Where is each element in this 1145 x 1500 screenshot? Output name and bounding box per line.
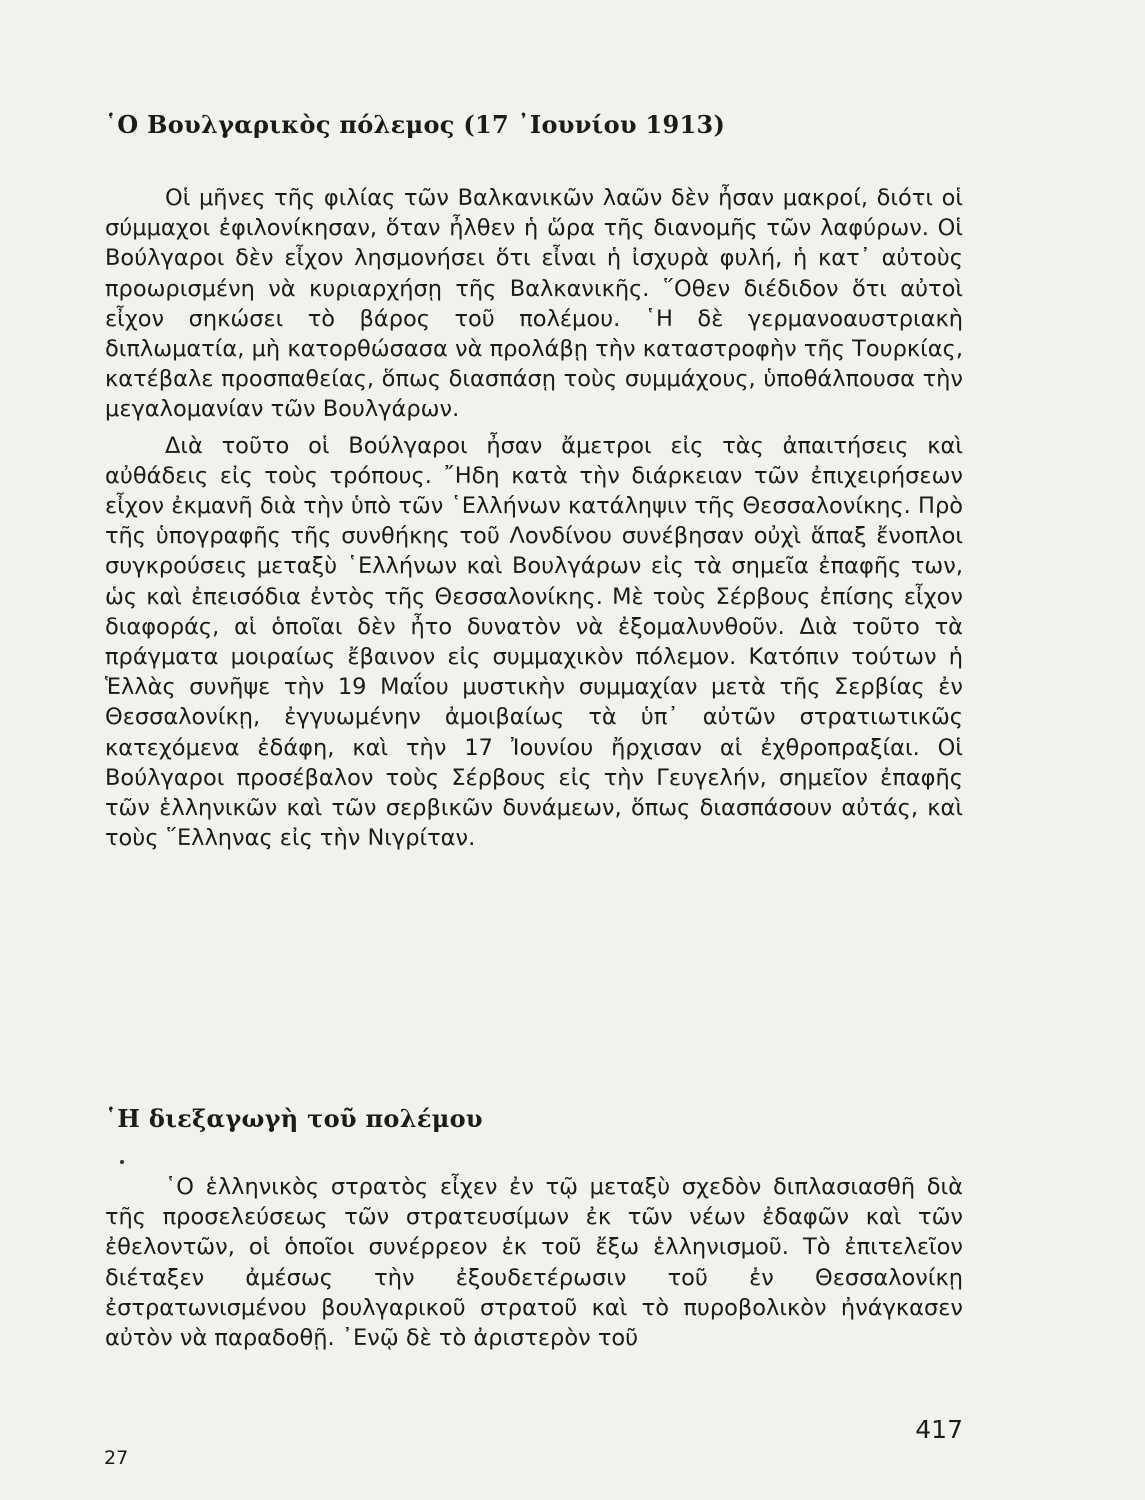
page-number: 417 bbox=[915, 1415, 963, 1444]
paragraph: ῾Ο ἑλληνικὸς στρατὸς εἶχεν ἐν τῷ μεταξὺ σχεδὸν διπλασιασθῆ διὰ τῆς προσελεύσεως τῶν στρατευσίμων ἐκ τῶν νέων ἐδαφῶν καὶ τῶν ἐθελοντῶν, οἱ ὁποῖοι συνέρρεον ἐκ τοῦ ἔξω ἑλληνισμοῦ. Τὸ ἐπιτελεῖον διέταξεν ἀμέσως τὴν ἐξουδετέρωσιν τοῦ ἐν Θεσσαλονίκῃ ἐστρατωνισμένου βουλγαρικοῦ στρατοῦ καὶ τὸ πυροβολικὸν ἠνάγκασεν αὐτὸν νὰ παραδοθῇ. ᾿Ενῷ δὲ τὸ ἀριστερὸν τοῦ bbox=[105, 1174, 963, 1352]
section-body-war-conduct bbox=[105, 1172, 963, 1359]
section-heading-bulgarian-war: ῾Ο Βουλγαρικὸς πόλεμος (17 ᾿Ιουνίου 1913) bbox=[105, 110, 726, 139]
section-body-bulgarian-war bbox=[105, 183, 963, 859]
signature-number: 27 bbox=[104, 1447, 129, 1469]
section-heading-war-conduct: ῾Η διεξαγωγὴ τοῦ πολέμου bbox=[105, 1104, 483, 1133]
ink-dot-mark bbox=[120, 1160, 124, 1164]
paragraph: Διὰ τοῦτο οἱ Βούλγαροι ἦσαν ἄμετροι εἰς τὰς ἀπαιτήσεις καὶ αὐθάδεις εἰς τοὺς τρόπους. ῎Ηδη κατὰ τὴν διάρκειαν τῶν ἐπιχειρήσεων εἶχον ἐκμανῆ διὰ τὴν ὑπὸ τῶν ῾Ελλήνων κατάληψιν τῆς Θεσσαλονίκης. Πρὸ τῆς ὑπογραφῆς τῆς συνθήκης τοῦ Λονδίνου συνέβησαν οὐχὶ ἅπαξ ἔνοπλοι συγκρούσεις μεταξὺ ῾Ελλήνων καὶ Βουλγάρων εἰς τὰ σημεῖα ἐπαφῆς των, ὡς καὶ ἐπεισόδια ἐντὸς τῆς Θεσσαλονίκης. Μὲ τοὺς Σέρβους ἐπίσης εἶχον διαφοράς, αἱ ὁποῖαι δὲν ἦτο δυνατὸν νὰ ἐξομαλυνθοῦν. Διὰ τοῦτο τὰ πράγματα μοιραίως ἔβαινον εἰς συμμαχικὸν πόλεμον. Κατόπιν τούτων ἡ Ἑλλὰς συνῆψε τὴν 19 Μαΐου μυστικὴν συμμαχίαν μετὰ τῆς Σερβίας ἐν Θεσσαλονίκῃ, ἐγγυωμένην ἀμοιβαίως τὰ ὑπ᾿ αὐτῶν στρατιωτικῶς κατεχόμενα ἐδάφη, καὶ τὴν 17 Ἰουνίου ἤρχισαν αἱ ἐχθροπραξίαι. Οἱ Βούλγαροι προσέβαλον τοὺς Σέρβους εἰς τὴν Γευγελήν, σημεῖον ἐπαφῆς τῶν ἑλληνικῶν καὶ τῶν σερβικῶν δυνάμεων, ὅπως διασπάσουν αὐτάς, καὶ τοὺς ῞Ελληνας εἰς τὴν Νιγρίταν. bbox=[105, 432, 963, 852]
paragraph: Οἱ μῆνες τῆς φιλίας τῶν Βαλκανικῶν λαῶν δὲν ἦσαν μακροί, διότι οἱ σύμμαχοι ἐφιλονίκησαν, ὅταν ἦλθεν ἡ ὥρα τῆς διανομῆς τῶν λαφύρων. Οἱ Βούλγαροι δὲν εἶχον λησμονήσει ὅτι εἶναι ἡ ἰσχυρὰ φυλή, ἡ κατ᾿ αὐτοὺς προωρισμένη νὰ κυριαρχήσῃ τῆς Βαλκανικῆς. ῞Οθεν διέδιδον ὅτι αὐτοὶ εἶχον σηκώσει τὸ βάρος τοῦ πολέμου. ῾Η δὲ γερμανοαυστριακὴ διπλωματία, μὴ κατορθώσασα νὰ προλάβῃ τὴν καταστροφὴν τῆς Τουρκίας, κατέβαλε προσπαθείας, ὅπως διασπάσῃ τοὺς συμμάχους, ὑποθάλπουσα τὴν μεγαλομανίαν τῶν Βουλγάρων. bbox=[105, 185, 963, 423]
